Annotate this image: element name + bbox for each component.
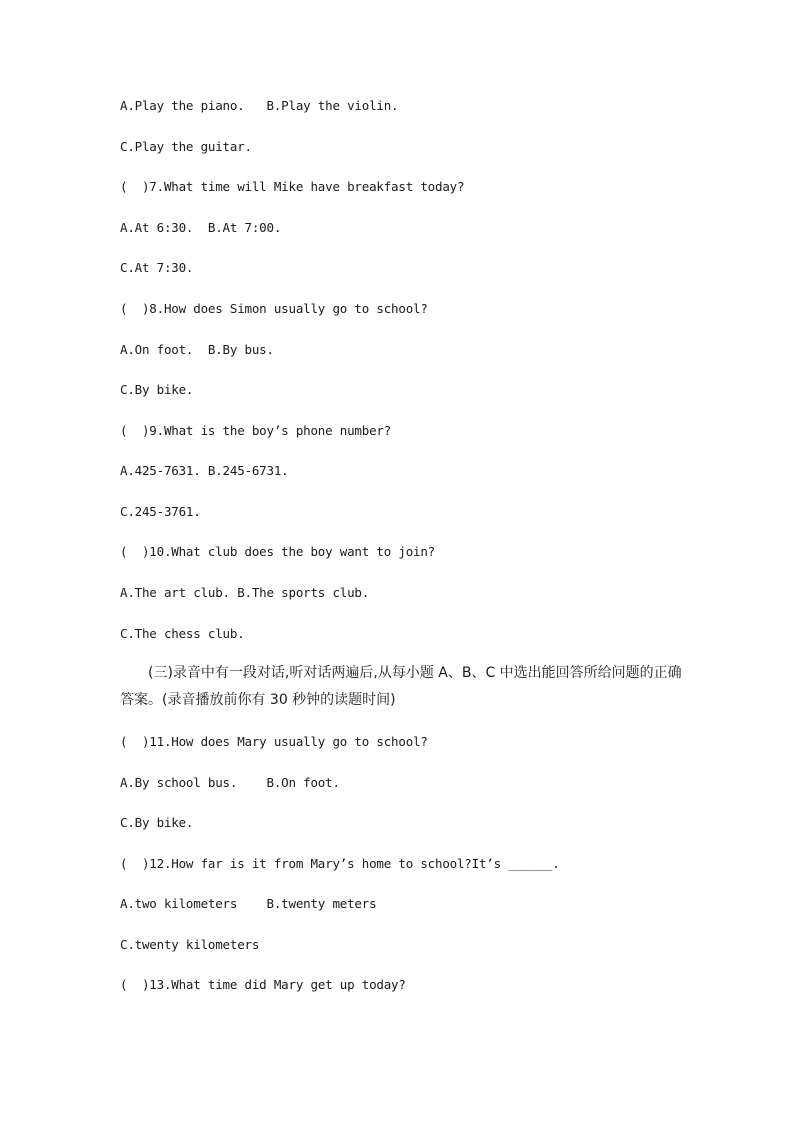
question-9: ( )9.What is the boy’s phone number?	[120, 423, 392, 438]
q11-option-c: C.By bike.	[120, 815, 194, 830]
q9-options-ab: A.425-7631. B.245-6731.	[120, 463, 289, 478]
question-11: ( )11.How does Mary usually go to school?	[120, 734, 428, 749]
question-13: ( )13.What time did Mary get up today?	[120, 977, 406, 992]
section-instruction-line2: 答案。(录音播放前你有 30 秒钟的读题时间)	[120, 692, 396, 708]
q9-option-c: C.245-3761.	[120, 504, 201, 519]
q8-option-c: C.By bike.	[120, 382, 194, 397]
q7-options-ab: A.At 6:30. B.At 7:00.	[120, 220, 282, 235]
question-10: ( )10.What club does the boy want to join?	[120, 544, 436, 559]
q10-options-ab: A.The art club. B.The sports club.	[120, 585, 370, 600]
question-12: ( )12.How far is it from Mary’s home to school?It’s ______.	[120, 856, 560, 871]
q11-options-ab: A.By school bus. B.On foot.	[120, 775, 340, 790]
question-8: ( )8.How does Simon usually go to school?	[120, 301, 428, 316]
q8-options-ab: A.On foot. B.By bus.	[120, 342, 274, 357]
section-instruction-line1: (三)录音中有一段对话,听对话两遍后,从每小题 A、B、C 中选出能回答所给问题的正确	[148, 665, 682, 681]
question-7: ( )7.What time will Mike have breakfast today?	[120, 179, 465, 194]
q10-option-c: C.The chess club.	[120, 626, 245, 641]
q6-option-c: C.Play the guitar.	[120, 139, 252, 154]
q6-options-ab: A.Play the piano. B.Play the violin.	[120, 98, 399, 113]
q12-option-c: C.twenty kilometers	[120, 937, 260, 952]
q12-options-ab: A.two kilometers B.twenty meters	[120, 896, 377, 911]
q7-option-c: C.At 7:30.	[120, 260, 194, 275]
